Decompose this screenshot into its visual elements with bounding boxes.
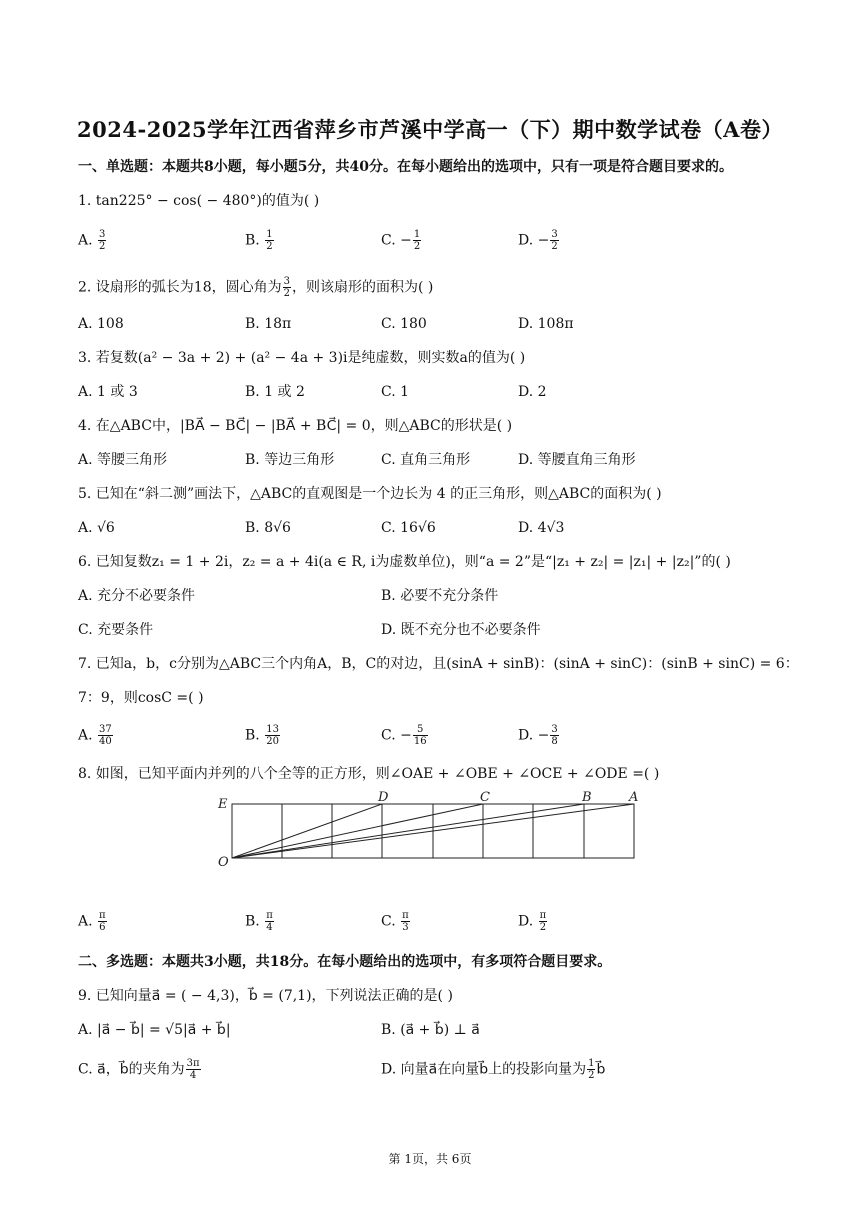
q5-option-d: D. 4√3 <box>518 520 565 536</box>
q6-option-d: D. 既不充分也不必要条件 <box>381 622 541 638</box>
segment-ob <box>232 804 584 858</box>
numerator: 1 <box>413 229 421 240</box>
option-letter: C. <box>381 913 401 930</box>
q8-option-a <box>78 910 108 933</box>
question-9-stem: 9. 已知向量a⃗ = ( − 4,3)，b⃗ = (7,1)，下列说法正确的是( ) <box>78 988 453 1004</box>
stem-part: ，则该扇形的面积为( ) <box>292 279 434 296</box>
fraction <box>283 276 291 299</box>
denominator: 4 <box>189 1070 197 1081</box>
section-multi-choice: 二、多选题：本题共3小题，共18分。在每小题给出的选项中，有多项符合题目要求。 <box>78 954 612 970</box>
fraction <box>265 229 273 252</box>
numerator: 3 <box>551 229 558 240</box>
option-text: D. 向量a⃗在向量b⃗上的投影向量为 <box>381 1061 587 1078</box>
q9-option-d <box>381 1058 605 1081</box>
fraction <box>587 1058 595 1081</box>
denominator: 2 <box>588 1070 595 1081</box>
fraction <box>265 910 274 933</box>
section-single-choice: 一、单选题：本题共8小题，每小题5分，共40分。在每小题给出的选项中，只有一项是符合题目要求的。 <box>78 159 733 175</box>
denominator: 2 <box>539 922 547 933</box>
page-title: 2024-2025学年江西省萍乡市芦溪中学高一（下）期中数学试卷（A卷） <box>77 117 783 142</box>
q7-option-a <box>78 724 114 747</box>
numerator: 3 <box>551 724 558 735</box>
label-o: O <box>218 855 229 870</box>
fraction <box>98 724 113 747</box>
question-7-stem-line2: 7：9，则cosC =( ) <box>78 690 204 706</box>
q6-option-a: A. 充分不必要条件 <box>78 588 196 604</box>
denominator: 16 <box>413 736 427 747</box>
question-8-stem: 8. 如图，已知平面内并列的八个全等的正方形，则∠OAE + ∠OBE + ∠OCE + ∠ODE =( ) <box>78 766 660 782</box>
q3-option-d: D. 2 <box>518 384 547 400</box>
option-letter: A. <box>78 232 98 249</box>
fraction <box>98 229 106 252</box>
q8-option-c <box>381 910 411 933</box>
denominator: 20 <box>266 736 279 747</box>
option-letter: C. <box>381 727 401 744</box>
question-7-stem-line1: 7. 已知a，b，c分别为△ABC三个内角A，B，C的对边，且(sinA + sinB)：(sinA + sinC)：(sinB + sinC) = 6： <box>78 656 799 672</box>
stem-part: 2. 设扇形的弧长为18，圆心角为 <box>78 279 282 296</box>
q4-option-b: B. 等边三角形 <box>245 452 335 468</box>
q4-option-d: D. 等腰直角三角形 <box>518 452 636 468</box>
q4-option-a: A. 等腰三角形 <box>78 452 168 468</box>
question-3-stem: 3. 若复数(a² − 3a + 2) + (a² − 4a + 3)i是纯虚数，则实数a的值为( ) <box>78 350 526 366</box>
q2-option-c: C. 180 <box>381 316 427 332</box>
q6-option-c: C. 充要条件 <box>78 622 154 638</box>
option-letter: A. <box>78 727 98 744</box>
fraction <box>550 229 558 252</box>
denominator: 2 <box>551 241 558 252</box>
vector-b: b⃗ <box>596 1061 606 1078</box>
label-c: C <box>480 790 490 805</box>
q3-option-c: C. 1 <box>381 384 410 400</box>
q5-option-c: C. 16√6 <box>381 520 436 536</box>
option-letter: D. <box>518 913 538 930</box>
numerator: 3 <box>283 276 290 287</box>
q3-option-b: B. 1 或 2 <box>245 384 305 400</box>
eight-squares-figure <box>212 788 672 878</box>
numerator: 3π <box>186 1058 200 1069</box>
numerator: 1 <box>266 229 273 240</box>
question-4-stem: 4. 在△ABC中，|BA⃗ − BC⃗| − |BA⃗ + BC⃗| = 0，则△ABC的形状是( ) <box>78 418 513 434</box>
q8-option-b <box>245 910 275 933</box>
minus-sign: − <box>537 727 550 744</box>
fraction <box>413 724 428 747</box>
q9-option-c <box>78 1058 202 1081</box>
label-a: A <box>629 790 639 805</box>
q2-option-d: D. 108π <box>518 316 574 332</box>
numerator: 1 <box>588 1058 595 1069</box>
q5-option-b: B. 8√6 <box>245 520 291 536</box>
denominator: 2 <box>283 288 290 299</box>
denominator: 40 <box>99 736 112 747</box>
numerator: π <box>99 910 106 921</box>
q9-option-b: B. (a⃗ + b⃗) ⊥ a⃗ <box>381 1022 480 1038</box>
question-5-stem: 5. 已知在“斜二测”画法下，△ABC的直观图是一个边长为 4 的正三角形，则△ABC的面积为( ) <box>78 486 662 502</box>
label-d: D <box>378 790 389 805</box>
numerator: 37 <box>99 724 112 735</box>
fraction <box>413 229 421 252</box>
option-letter: B. <box>245 913 265 930</box>
fraction <box>98 910 107 933</box>
minus-sign: − <box>400 727 412 744</box>
question-2-stem <box>78 276 433 299</box>
minus-sign: − <box>537 232 550 249</box>
q5-option-a: A. √6 <box>78 520 115 536</box>
numerator: π <box>402 910 409 921</box>
q7-option-c <box>381 724 429 747</box>
label-e: E <box>218 797 228 812</box>
numerator: 5 <box>413 724 428 736</box>
q1-option-d <box>518 229 560 252</box>
fraction <box>550 724 558 747</box>
q7-option-d <box>518 724 560 747</box>
q7-option-b <box>245 724 281 747</box>
q1-option-c <box>381 229 422 252</box>
denominator: 8 <box>551 736 558 747</box>
q8-option-d <box>518 910 548 933</box>
denominator: 2 <box>266 241 273 252</box>
minus-sign: − <box>400 232 412 249</box>
fraction <box>539 910 548 933</box>
fraction <box>265 724 280 747</box>
label-b: B <box>582 790 592 805</box>
q1-option-b <box>245 229 275 252</box>
option-letter: C. <box>381 232 401 249</box>
option-letter: B. <box>245 727 265 744</box>
q2-option-a: A. 108 <box>78 316 124 332</box>
q1-option-a <box>78 229 107 252</box>
option-letter: A. <box>78 913 98 930</box>
page-footer: 第 1页，共 6页 <box>388 1152 472 1166</box>
q4-option-c: C. 直角三角形 <box>381 452 471 468</box>
numerator: π <box>539 910 547 921</box>
q2-option-b: B. 18π <box>245 316 292 332</box>
option-text: C. a⃗，b⃗的夹角为 <box>78 1061 185 1078</box>
denominator: 2 <box>413 241 421 252</box>
denominator: 4 <box>266 922 273 933</box>
question-1-stem: 1. tan225° − cos( − 480°)的值为( ) <box>78 193 320 209</box>
q6-option-b: B. 必要不充分条件 <box>381 588 499 604</box>
denominator: 6 <box>99 922 106 933</box>
numerator: π <box>266 910 273 921</box>
q9-option-a: A. |a⃗ − b⃗| = √5|a⃗ + b⃗| <box>78 1022 231 1038</box>
numerator: 3 <box>99 229 106 240</box>
fraction <box>401 910 410 933</box>
option-letter: B. <box>245 232 265 249</box>
option-letter: D. <box>518 727 538 744</box>
q3-option-a: A. 1 或 3 <box>78 384 138 400</box>
denominator: 2 <box>99 241 106 252</box>
fraction <box>186 1058 201 1081</box>
option-letter: D. <box>518 232 538 249</box>
denominator: 3 <box>402 922 409 933</box>
segment-oc <box>232 804 483 858</box>
numerator: 13 <box>266 724 279 735</box>
question-6-stem: 6. 已知复数z₁ = 1 + 2i，z₂ = a + 4i(a ∈ R, i为虚数单位)，则“a = 2”是“|z₁ + z₂| = |z₁| + |z₂|”的( ) <box>78 554 731 570</box>
